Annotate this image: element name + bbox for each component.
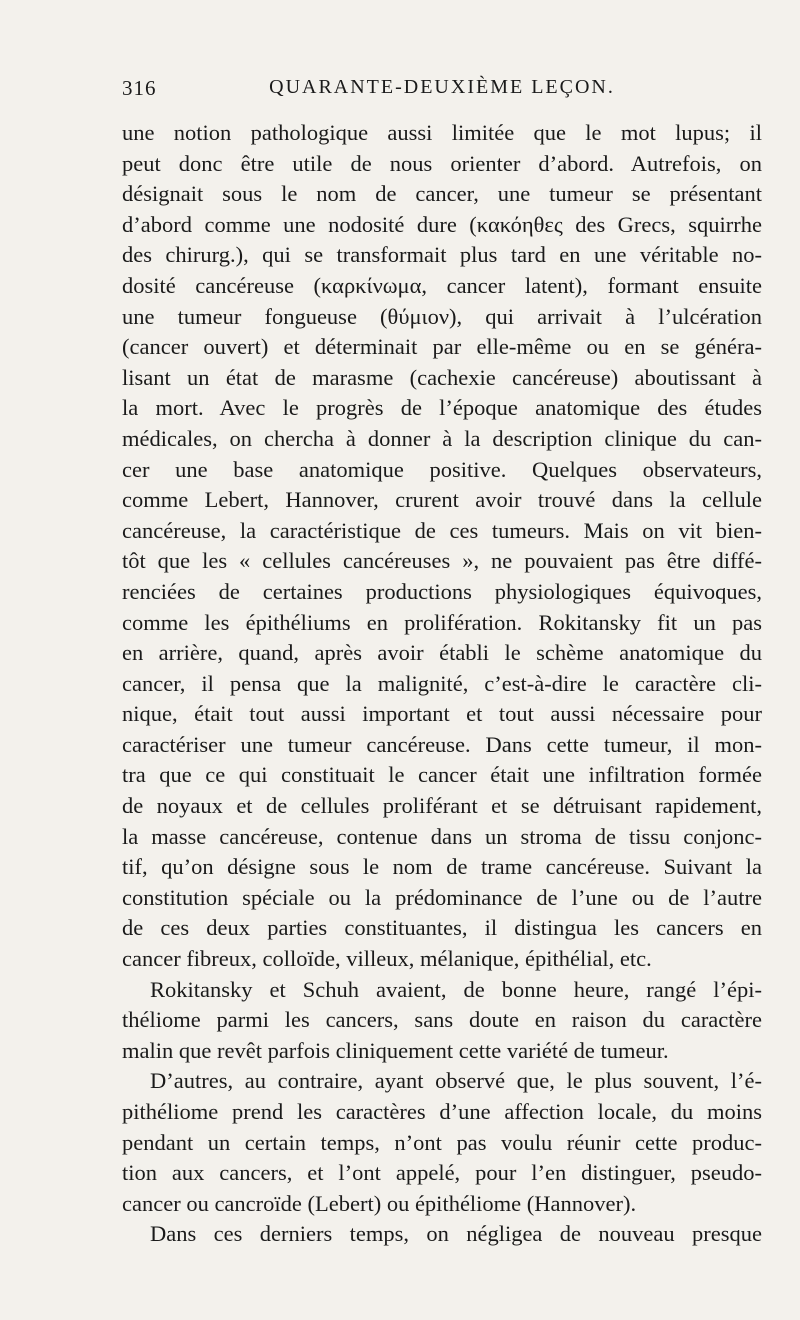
text-line: malin que revêt parfois cliniquement cette variété de tumeur. — [122, 1037, 669, 1063]
text-line: (cancer ouvert) et déterminait par elle-même ou en se généra- — [122, 334, 762, 360]
text-line: caractériser une tumeur cancéreuse. Dans cette tumeur, il mon- — [122, 731, 762, 757]
text-line: dosité cancéreuse (καρκίνωμα, cancer latent), formant ensuite — [122, 272, 762, 298]
paragraph — [122, 1219, 762, 1250]
text-line: cancer, il pensa que la malignité, c’est-à-dire le caractère cli- — [122, 670, 762, 696]
text-line: la mort. Avec le progrès de l’époque anatomique des études — [122, 395, 762, 421]
text-line: Dans ces derniers temps, on négligea de nouveau presque — [150, 1221, 762, 1247]
text-line: des chirurg.), qui se transformait plus tard en une véritable no- — [122, 242, 762, 268]
text-line: comme Lebert, Hannover, crurent avoir trouvé dans la cellule — [122, 487, 762, 513]
text-line: en arrière, quand, après avoir établi le schème anatomique du — [122, 640, 762, 666]
text-line: de ces deux parties constituantes, il distingua les cancers en — [122, 915, 762, 941]
body-text — [122, 118, 762, 1250]
text-line: comme les épithéliums en prolifération. Rokitansky fit un pas — [122, 609, 762, 635]
text-line: D’autres, au contraire, ayant observé que, le plus souvent, l’é- — [150, 1068, 762, 1094]
text-line: tion aux cancers, et l’ont appelé, pour l’en distinguer, pseudo- — [122, 1160, 762, 1186]
text-line: une notion pathologique aussi limitée que le mot lupus; il — [122, 120, 762, 145]
text-line: pendant un certain temps, n’ont pas voulu réunir cette produc- — [122, 1129, 762, 1155]
text-line: constitution spéciale ou la prédominance de l’une ou de l’autre — [122, 884, 762, 910]
text-line: Rokitansky et Schuh avaient, de bonne heure, rangé l’épi- — [150, 976, 762, 1002]
text-line: tra que ce qui constituait le cancer était une infiltration formée — [122, 762, 762, 788]
text-line: de noyaux et de cellules proliférant et se détruisant rapidement, — [122, 793, 762, 819]
text-line: nique, était tout aussi important et tout aussi nécessaire pour — [122, 701, 762, 727]
paragraph — [122, 118, 762, 975]
paragraph — [122, 1066, 762, 1219]
text-line: cer une base anatomique positive. Quelques observateurs, — [122, 456, 762, 482]
text-line: cancéreuse, la caractéristique de ces tumeurs. Mais on vit bien- — [122, 517, 762, 543]
text-line: tôt que les « cellules cancéreuses », ne pouvaient pas être diffé- — [122, 548, 762, 574]
text-line: tif, qu’on désigne sous le nom de trame cancéreuse. Suivant la — [122, 854, 762, 880]
page-header — [122, 76, 762, 108]
text-line: théliome parmi les cancers, sans doute en raison du caractère — [122, 1007, 762, 1033]
paragraph — [122, 975, 762, 1067]
page-number: 316 — [122, 76, 157, 100]
text-line: lisant un état de marasme (cachexie cancéreuse) aboutissant à — [122, 364, 762, 390]
text-line: cancer ou cancroïde (Lebert) ou épithéliome (Hannover). — [122, 1190, 637, 1216]
running-head: QUARANTE-DEUXIÈME LEÇON. — [269, 76, 615, 98]
text-line: d’abord comme une nodosité dure (κακόηθες des Grecs, squirrhe — [122, 211, 762, 237]
text-line: cancer fibreux, colloïde, villeux, mélanique, épithélial, etc. — [122, 946, 652, 972]
text-line: la masse cancéreuse, contenue dans un stroma de tissu conjonc- — [122, 823, 762, 849]
text-line: médicales, on chercha à donner à la description clinique du can- — [122, 425, 762, 451]
text-line: peut donc être utile de nous orienter d’abord. Autrefois, on — [122, 150, 762, 176]
text-line: une tumeur fongueuse (θύμιον), qui arrivait à l’ulcération — [122, 303, 762, 329]
text-line: pithéliome prend les caractères d’une affection locale, du moins — [122, 1099, 762, 1124]
text-line: renciées de certaines productions physiologiques équivoques, — [122, 578, 762, 604]
text-line: désignait sous le nom de cancer, une tumeur se présentant — [122, 181, 762, 207]
